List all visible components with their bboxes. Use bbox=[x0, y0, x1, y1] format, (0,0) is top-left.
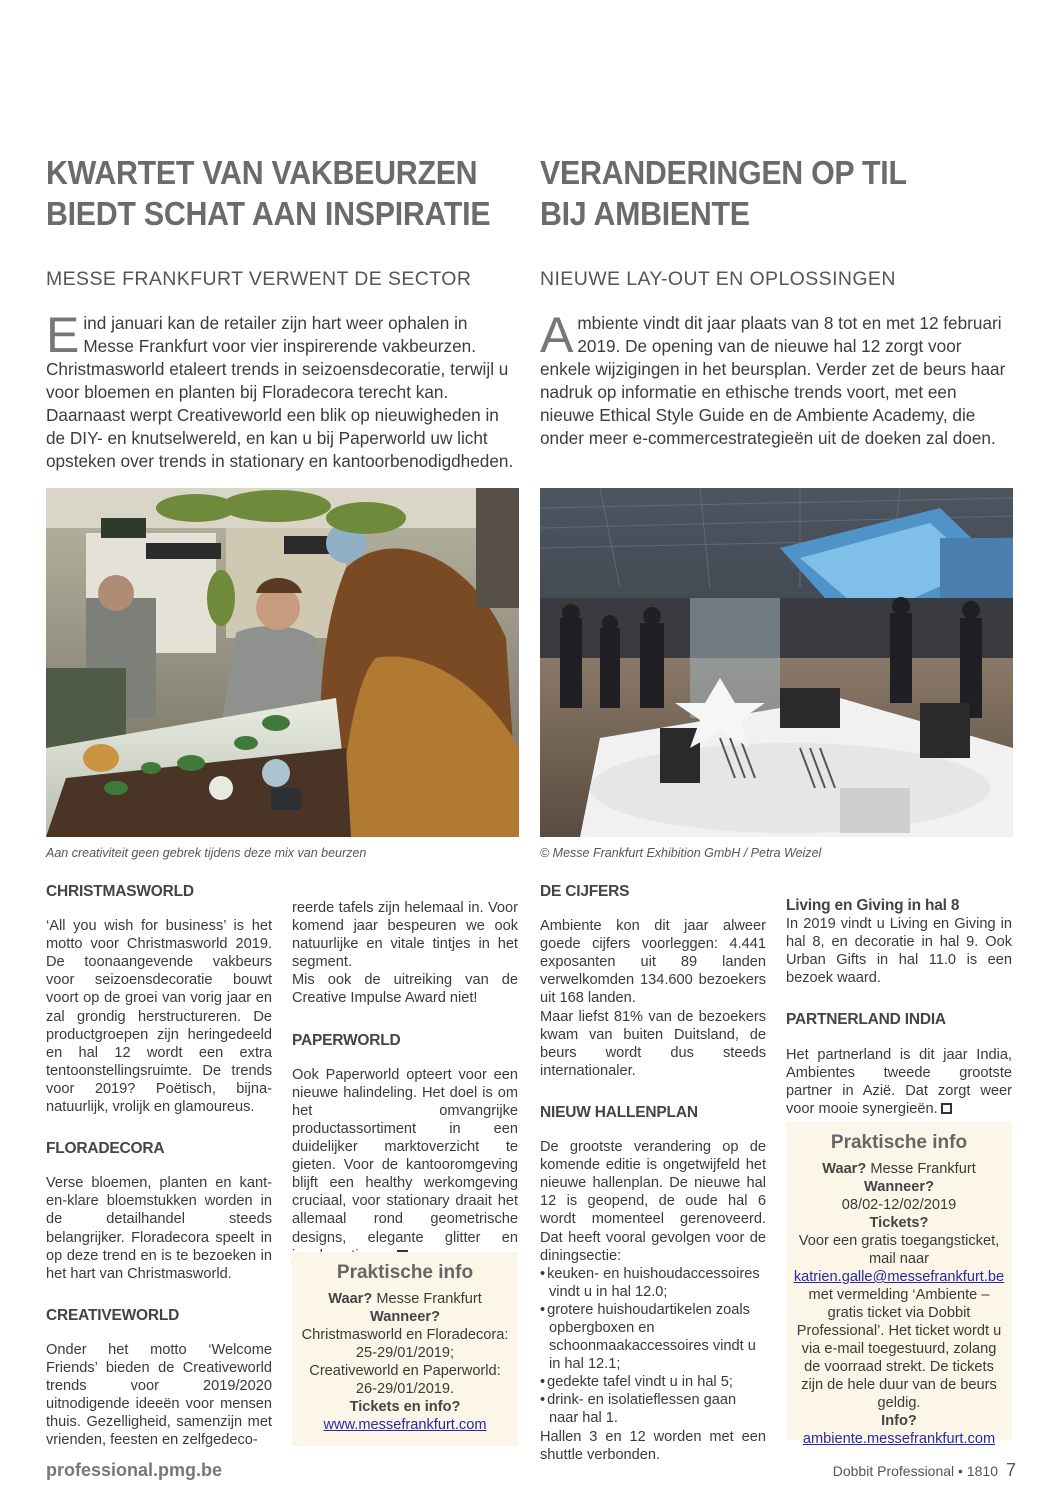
right-infobox-when-label: Wanneer? bbox=[863, 1179, 934, 1195]
right-headline-line-1: VERANDERINGEN OP TIL bbox=[540, 154, 907, 191]
christmasworld-title: CHRISTMASWORLD bbox=[46, 883, 194, 900]
right-infobox-where-label: Waar? bbox=[822, 1161, 867, 1177]
footer-publication bbox=[833, 1460, 1016, 1481]
hall-scene-illustration bbox=[540, 488, 1013, 837]
paperworld-text bbox=[292, 1066, 518, 1265]
left-infobox-when-1: Christmasworld en Floradecora: bbox=[301, 1327, 509, 1343]
nieuw-hallenplan-text: De grootste verandering op de komende editie is ongetwijfeld het nieuwe hallenplan. De nieuwe hal 12 is geopend, de oude hal 6 wordt momenteel gerenoveerd. Dat heeft vooral gevolgen voor de diningsectie: bbox=[540, 1139, 766, 1264]
ambiente-link[interactable]: ambiente.messefrankfurt.com bbox=[802, 1431, 996, 1447]
left-infobox-where bbox=[292, 1290, 518, 1308]
living-giving-title: Living en Giving in hal 8 bbox=[786, 897, 960, 914]
left-intro bbox=[46, 307, 516, 473]
de-cijfers-text-2: Maar liefst 81% van de bezoekers kwam van buiten Duitsland, de beurs wordt dus steeds internationaler. bbox=[540, 1008, 766, 1079]
hall-list-item: • drink- en isolatieflessen gaan naar hal 1. bbox=[540, 1391, 766, 1427]
hall-list bbox=[540, 1265, 766, 1428]
column-3 bbox=[540, 883, 766, 1464]
right-infobox-tickets-text bbox=[786, 1232, 1012, 1412]
creativeworld-text-cont: reerde tafels zijn helemaal in. Voor komend jaar bespeuren we ook natuurlijke en vitale tintjes in het segment. bbox=[292, 900, 518, 971]
left-photo bbox=[46, 488, 519, 837]
paperworld-title: PAPERWORLD bbox=[292, 1031, 401, 1049]
left-infobox-where-value: Messe Frankfurt bbox=[376, 1291, 482, 1307]
right-infobox-info-label: Info? bbox=[881, 1413, 917, 1429]
left-infobox-when-2-date: 26-29/01/2019. bbox=[355, 1381, 455, 1397]
end-of-article-icon bbox=[941, 1103, 952, 1114]
column-4 bbox=[786, 897, 1012, 1118]
right-intro bbox=[540, 307, 1012, 450]
email-link[interactable]: katrien.galle@messefrankfurt.be bbox=[793, 1269, 1005, 1285]
footer-publication-name: Dobbit Professional • 1810 bbox=[832, 1463, 998, 1479]
left-infobox-when-1-date: 25-29/01/2019; bbox=[355, 1345, 455, 1361]
right-subhead: NIEUWE LAY-OUT EN OPLOSSINGEN bbox=[540, 268, 896, 290]
left-headline bbox=[46, 152, 490, 234]
right-infobox-tickets-text-2: met vermelding ‘Ambiente – gratis ticket via Dobbit Professional’. Het ticket wordt u via e-mail toegestuurd, zolang de voorraad strekt. De tickets zijn de hele duur van de beurs geldig. bbox=[796, 1287, 1002, 1411]
left-intro-text: ind januari kan de retailer zijn hart weer ophalen in Messe Frankfurt voor vier inspirerende vakbeurzen. Christmasworld etaleert trends in seizoensdecoratie, terwijl u voor bloemen en planten bij Floradecora terecht kan. Daarnaast werpt Creativeworld een blik op nieuwigheden in de DIY- en knutselwereld, en kan u bij Paperworld uw licht opsteken over trends in stationary en kantoorbenodigdheden. bbox=[46, 313, 514, 471]
left-infobox-where-label: Waar? bbox=[328, 1291, 373, 1307]
right-dropcap: A bbox=[540, 307, 574, 363]
right-infobox bbox=[786, 1122, 1012, 1447]
left-photo-caption: Aan creativiteit geen gebrek tijdens deze mix van beurzen bbox=[46, 846, 367, 860]
right-infobox-when-value: 08/02-12/02/2019 bbox=[841, 1197, 957, 1213]
right-intro-text: mbiente vindt dit jaar plaats van 8 tot en met 12 februari 2019. De opening van de nieuwe hal 12 zorgt voor enkele wijzigingen in het beursplan. Verder zet de beurs haar nadruk op informatie en ethische trends voort, met een nieuwe Ethical Style Guide en de Ambiente Academy, die onder meer e-commercestrategieën uit de doeken zal doen. bbox=[540, 313, 1006, 448]
left-infobox bbox=[292, 1252, 518, 1446]
floradecora-text: Verse bloemen, planten en kant-en-klare bloemstukken worden in de detailhandel steeds belangrijker. Floradecora speelt in op deze trend en is te bezoeken in het hart van Christmasworld. bbox=[46, 1175, 272, 1282]
left-infobox-when-label: Wanneer? bbox=[369, 1309, 440, 1325]
partnerland-text-body: Het partnerland is dit jaar India, Ambientes tweede grootste partner in Azië. Dat zorgt weer voor mooie synergieën. bbox=[786, 1046, 1012, 1117]
partnerland-title: PARTNERLAND INDIA bbox=[786, 1011, 946, 1029]
left-infobox-title: Praktische info bbox=[336, 1262, 474, 1283]
floradecora-title: FLORADECORA bbox=[46, 1140, 165, 1158]
shuttle-text: Hallen 3 en 12 worden met een shuttle verbonden. bbox=[540, 1428, 766, 1463]
column-1 bbox=[46, 883, 272, 1449]
booth-scene-illustration bbox=[46, 488, 519, 837]
left-dropcap: E bbox=[46, 307, 80, 363]
de-cijfers-title: DE CIJFERS bbox=[540, 883, 630, 900]
partnerland-text bbox=[786, 1046, 1012, 1118]
page-number: 7 bbox=[1005, 1460, 1016, 1480]
nieuw-hallenplan-title: NIEUW HALLENPLAN bbox=[540, 1103, 698, 1121]
right-infobox-where bbox=[786, 1160, 1012, 1178]
left-headline-line-1: KWARTET VAN VAKBEURZEN bbox=[46, 154, 478, 191]
left-headline-line-2: BIEDT SCHAT AAN INSPIRATIE bbox=[46, 195, 491, 232]
right-headline bbox=[540, 152, 907, 234]
right-infobox-title: Praktische info bbox=[830, 1132, 968, 1153]
right-infobox-tickets-label: Tickets? bbox=[869, 1215, 929, 1231]
right-photo-caption: © Messe Frankfurt Exhibition GmbH / Petra Weizel bbox=[540, 846, 822, 860]
de-cijfers-text: Ambiente kon dit jaar alweer goede cijfers voorleggen: 4.441 exposanten uit 89 landen verwelkomden 134.600 bezoekers uit 168 landen. bbox=[540, 918, 766, 1007]
messefrankfurt-link[interactable]: www.messefrankfurt.com bbox=[323, 1417, 487, 1433]
hall-list-item: • keuken- en huishoudaccessoires vindt u in hal 12.0; bbox=[540, 1265, 766, 1301]
footer-website: professional.pmg.be bbox=[46, 1460, 223, 1480]
right-headline-line-2: BIJ AMBIENTE bbox=[540, 195, 750, 232]
hall-list-item: • gedekte tafel vindt u in hal 5; bbox=[540, 1373, 766, 1391]
christmasworld-text: ‘All you wish for business’ is het motto voor Christmasworld 2019. De toonaangevende vakbeurs voor seizoensdecoratie bouwt voort op de groei van vorig jaar en zal grondig herstructureren. De productgroepen zijn heringedeeld en hal 12 wordt een extra tentoonstellingsruimte. De trends voor 2019? Poëtisch, bijna-natuurlijk, vrolijk en glamoureus. bbox=[46, 918, 272, 1116]
left-infobox-when-2: Creativeworld en Paperworld: bbox=[309, 1363, 501, 1379]
left-subhead: MESSE FRANKFURT VERWENT DE SECTOR bbox=[46, 268, 472, 290]
creativeworld-text: Onder het motto ‘Welcome Friends’ bieden de Creativeworld trends voor 2019/2020 uitnodigende ideeën voor mensen thuis. Gezelligheid, samenzijn met vrienden, feesten en zelfgedeco- bbox=[46, 1341, 272, 1449]
column-2 bbox=[292, 899, 518, 1265]
hall-list-item: • grotere huishoudartikelen zoals opbergboxen en schoonmaakaccessoires vindt u in hal 12.1; bbox=[540, 1301, 766, 1373]
right-photo bbox=[540, 488, 1013, 837]
right-infobox-where-value: Messe Frankfurt bbox=[870, 1161, 976, 1177]
left-infobox-tickets-label: Tickets en info? bbox=[349, 1399, 461, 1415]
paperworld-text-body: Ook Paperworld opteert voor een nieuwe halindeling. Het doel is om het omvangrijke productassortiment in een duidelijker marktoverzicht te gieten. Voor de kantooromgeving blijft een healthy werkomgeving cruciaal, voor stationary draait het allemaal rond geometrische designs, elegante glitter en bbox=[292, 1066, 518, 1246]
creativeworld-title: CREATIVEWORLD bbox=[46, 1306, 180, 1324]
living-giving-text: In 2019 vindt u Living en Giving in hal 8, en decoratie in hal 9. Ook Urban Gifts in hal 11.0 is een bezoek waard. bbox=[786, 916, 1012, 987]
creative-impulse-award-text: Mis ook de uitreiking van de Creative Impulse Award niet! bbox=[292, 972, 518, 1007]
right-infobox-tickets-text-1: Voor een gratis toegangsticket, mail naar bbox=[798, 1233, 1000, 1267]
